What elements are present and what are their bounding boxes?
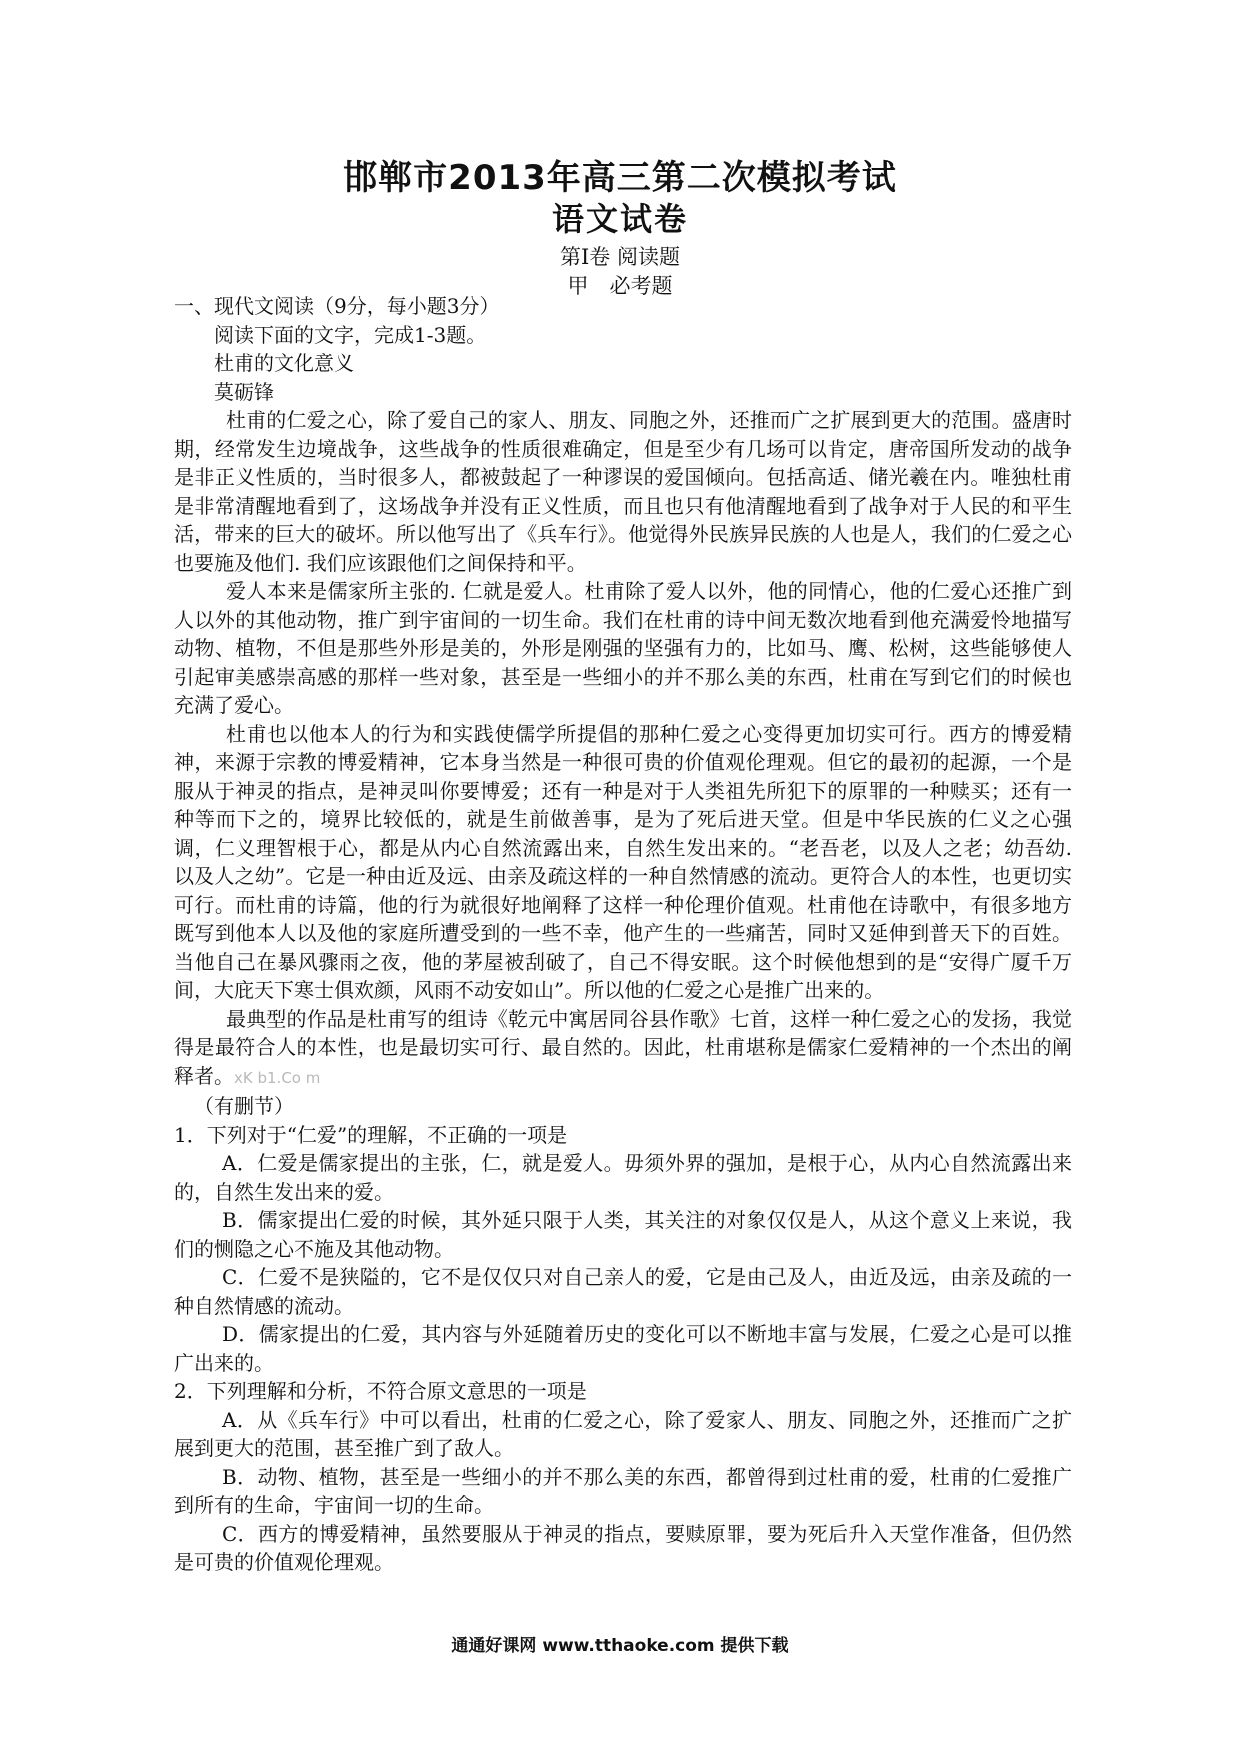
exam-header [0,158,1240,300]
question-1-option-b: B．儒家提出仁爱的时候，其外延只限于人类，其关注的对象仅仅是人，从这个意义上来说，我们的恻隐之心不施及其他动物。 [174,1208,1072,1261]
exam-subtitle: 语文试卷 [551,200,688,238]
article-paragraph-1: 杜甫的仁爱之心，除了爱自己的家人、朋友、同胞之外，还推而广之扩展到更大的范围。盛唐时期，经常发生边境战争，这些战争的性质很难确定，但是至少有几场可以肯定，唐帝国所发动的战争是非正义性质的，当时很多人，都被鼓起了一种谬误的爱国倾向。包括高适、储光羲在内。唯独杜甫是非常清醒地看到了，这场战争并没有正义性质，而且也只有他清醒地看到了战争对于人民的和平生活，带来的巨大的破坏。所以他写出了《兵车行》。他觉得外民族异民族的人也是人，我们的仁爱之心也要施及他们. 我们应该跟他们之间保持和平。 [174,408,1072,575]
article-author: 莫砺锋 [214,379,274,404]
question-2-stem: 2．下列理解和分析，不符合原文意思的一项是 [174,1379,587,1403]
question-2-option-c: C．西方的博爱精神，虽然要服从于神灵的指点，要赎原罪，要为死后升入天堂作准备，但仍然是可贵的价值观伦理观。 [174,1521,1072,1574]
section-heading: 甲 必考题 [567,274,673,298]
page-footer: 通通好课网 www.tthaoke.com 提供下载 [451,1636,789,1656]
reading-section-heading: 一、现代文阅读（9分，每小题3分） [174,294,500,318]
question-2-option-a: A．从《兵车行》中可以看出，杜甫的仁爱之心，除了爱家人、朋友、同胞之外，还推而广之扩展到更大的范围，甚至推广到了敌人。 [174,1407,1072,1460]
article-paragraph-4-text: 最典型的作品是杜甫写的组诗《乾元中寓居同谷县作歌》七首，这样一种仁爱之心的发扬，我觉得是最符合人的本性，也是最切实可行、最自然的。因此，杜甫堪称是儒家仁爱精神的一个杰出的阐释者。 [174,1006,1072,1088]
part-heading: 第Ⅰ卷 阅读题 [560,245,680,269]
exam-title: 邯郸市2013年高三第二次模拟考试 [343,158,897,198]
question-1-option-a: A．仁爱是儒家提出的主张，仁，就是爱人。毋须外界的强加，是根于心，从内心自然流露出来的，自然生发出来的爱。 [174,1151,1072,1204]
watermark-text: xK b1.Co m [234,1068,321,1087]
article-paragraph-2: 爱人本来是儒家所主张的. 仁就是爱人。杜甫除了爱人以外，他的同情心，他的仁爱心还推广到人以外的其他动物，推广到宇宙间的一切生命。我们在杜甫的诗中间无数次地看到他充满爱怜地描写动物、植物，不但是那些外形是美的，外形是刚强的坚强有力的，比如马、鹰、松树，这些能够使人引起审美感崇高感的那样一些对象，甚至是一些细小的并不那么美的东西，杜甫在写到它们的时候也充满了爱心。 [174,579,1072,717]
article-title: 杜甫的文化意义 [214,351,354,375]
question-1-stem: 1．下列对于“仁爱”的理解，不正确的一项是 [174,1122,568,1147]
article-note: （有删节） [194,1094,294,1118]
exam-content [174,292,1072,1577]
article-paragraph-3: 杜甫也以他本人的行为和实践使儒学所提倡的那种仁爱之心变得更加切实可行。西方的博爱精神，来源于宗教的博爱精神，它本身当然是一种很可贵的价值观伦理观。但它的最初的起源，一个是服从于神灵的指点，是神灵叫你要博爱；还有一种是对于人类祖先所犯下的原罪的一种赎买；还有一种等而下之的，境界比较低的，就是生前做善事，是为了死后进天堂。但是中华民族的仁义之心强调，仁义理智根于心，都是从内心自然流露出来，自然生发出来的。“老吾老，以及人之老；幼吾幼. 以及人之幼”。它是一种由近及远、由亲及疏这样的一种自然情感的流动。更符合人的本性，也更切实可行。而杜甫的诗篇，他的行为就很好地阐释了这样一种伦理价值观。杜甫他在诗歌中，有很多地方既写到他本人以及他的家庭所遭受到的一些不幸，他产生的一些痛苦，同时又延伸到普天下的百姓。当他自己在暴风骤雨之夜，他的茅屋被刮破了，自己不得安眠。这个时候他想到的是“安得广厦千万间，大庇天下寒士俱欢颜，风雨不动安如山”。所以他的仁爱之心是推广出来的。 [174,721,1072,1002]
question-1-option-c: C．仁爱不是狭隘的，它不是仅仅只对自己亲人的爱，它是由己及人，由近及远，由亲及疏的一种自然情感的流动。 [174,1265,1072,1318]
question-1-option-d: D．儒家提出的仁爱，其内容与外延随着历史的变化可以不断地丰富与发展，仁爱之心是可以推广出来的。 [174,1322,1072,1375]
question-2-option-b: B．动物、植物，甚至是一些细小的并不那么美的东西，都曾得到过杜甫的爱，杜甫的仁爱推广到所有的生命，宇宙间一切的生命。 [174,1464,1072,1517]
article-paragraph-4 [174,1005,1072,1093]
reading-instruction: 阅读下面的文字，完成1-3题。 [214,322,487,347]
